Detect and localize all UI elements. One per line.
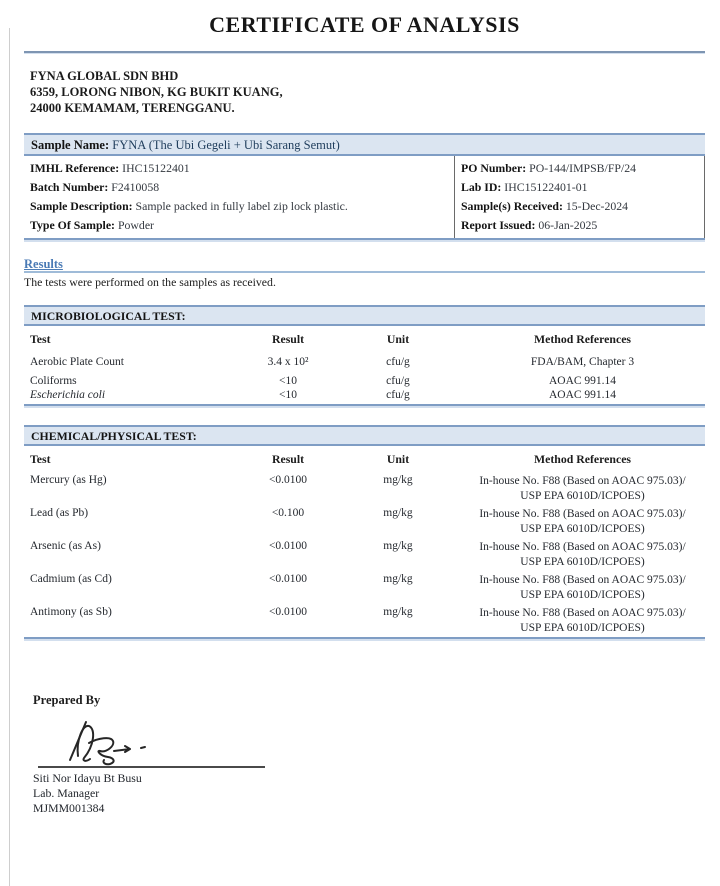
sample-info-left-column — [24, 156, 455, 238]
company-address-line2: 24000 KEMAMAM, TERENGGANU. — [30, 101, 235, 115]
field-imhl-reference: IMHL Reference: IHC15122401 — [30, 161, 190, 175]
table-body — [24, 352, 705, 404]
col-header-method: Method References — [533, 332, 632, 346]
sample-info-section — [24, 133, 705, 240]
signatory-role: Lab. Manager — [33, 786, 100, 800]
col-header-unit: Unit — [386, 332, 410, 346]
table-row: Mercury (as Hg) <0.0100 mg/kg In-house No. F88 (Based on AOAC 975.03)/ USP EPA 6010D/ICPOES) — [30, 474, 686, 502]
table-header — [24, 326, 705, 352]
field-type-of-sample: Type Of Sample: Powder — [30, 218, 154, 232]
sample-info-right-column — [455, 156, 705, 238]
results-heading: Results — [24, 257, 705, 273]
company-name: FYNA GLOBAL SDN BHD — [30, 69, 179, 83]
signatory-id: MJMM001384 — [33, 801, 105, 815]
microbiological-test-title: MICROBIOLOGICAL TEST: — [24, 305, 705, 326]
table-row: Lead (as Pb) <0.100 mg/kg In-house No. F88 (Based on AOAC 975.03)/ USP EPA 6010D/ICPOES) — [30, 507, 686, 535]
sample-name-value: FYNA (The Ubi Gegeli + Ubi Sarang Semut) — [112, 138, 340, 152]
chemical-physical-test-title: CHEMICAL/PHYSICAL TEST: — [24, 425, 705, 446]
col-header-result: Result — [271, 452, 305, 466]
company-address-line1: 6359, LORONG NIBON, KG BUKIT KUANG, — [30, 85, 283, 99]
table-row: Cadmium (as Cd) <0.0100 mg/kg In-house No. F88 (Based on AOAC 975.03)/ USP EPA 6010D/ICPOES) — [30, 573, 686, 601]
signature-icon — [56, 716, 196, 766]
chemical-physical-test-table — [24, 446, 705, 639]
company-block — [30, 68, 705, 116]
sample-name-label: Sample Name: — [31, 138, 110, 152]
field-samples-received: Sample(s) Received: 15-Dec-2024 — [461, 199, 629, 213]
signatory-name: Siti Nor Idayu Bt Busu — [33, 771, 142, 785]
chemical-physical-test-section — [24, 425, 705, 639]
table-row: Antimony (as Sb) <0.0100 mg/kg In-house No. F88 (Based on AOAC 975.03)/ USP EPA 6010D/ICPOES) — [30, 606, 686, 634]
col-header-method: Method References — [533, 452, 632, 466]
field-po-number: PO Number: PO-144/IMPSB/FP/24 — [461, 161, 637, 175]
signature-area — [38, 716, 265, 768]
field-lab-id: Lab ID: IHC15122401-01 — [461, 180, 588, 194]
col-header-result: Result — [271, 332, 305, 346]
table-body — [24, 472, 705, 637]
field-report-issued: Report Issued: 06-Jan-2025 — [461, 218, 598, 232]
page-title: CERTIFICATE OF ANALYSIS — [209, 12, 520, 37]
sample-name-bar — [24, 133, 705, 156]
signature-line — [38, 766, 265, 768]
table-header — [24, 446, 705, 472]
sample-info-grid — [24, 156, 705, 240]
table-row: Aerobic Plate Count 3.4 x 10² cfu/g FDA/BAM, Chapter 3 — [30, 356, 635, 368]
col-header-unit: Unit — [386, 452, 410, 466]
signatory-block — [33, 771, 705, 816]
table-row: Arsenic (as As) <0.0100 mg/kg In-house No. F88 (Based on AOAC 975.03)/ USP EPA 6010D/ICPOES) — [30, 540, 686, 568]
col-header-test: Test — [30, 332, 51, 346]
microbiological-test-section — [24, 305, 705, 406]
table-row: Escherichia coli <10 cfu/g AOAC 991.14 — [30, 389, 617, 401]
col-header-test: Test — [30, 452, 51, 466]
microbiological-test-table — [24, 326, 705, 406]
prepared-by-label: Prepared By — [33, 693, 101, 707]
field-batch-number: Batch Number: F2410058 — [30, 180, 160, 194]
results-note: The tests were performed on the samples as received. — [24, 275, 276, 289]
title-divider — [24, 51, 705, 53]
table-row: Coliforms <10 cfu/g AOAC 991.14 — [30, 375, 617, 387]
field-sample-description: Sample Description: Sample packed in fully label zip lock plastic. — [30, 199, 348, 213]
